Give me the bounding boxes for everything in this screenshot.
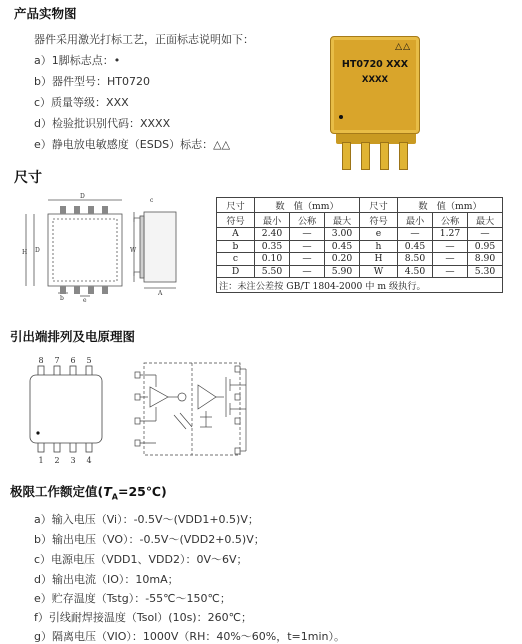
limits-heading-sub: A	[111, 492, 118, 502]
cell: W	[360, 265, 398, 278]
output-driver	[198, 385, 216, 409]
cell: —	[398, 228, 433, 241]
pin-number-6: 6	[70, 356, 76, 365]
cell: 0.35	[255, 240, 290, 253]
cell: —	[433, 240, 468, 253]
pin-number-8: 8	[38, 356, 44, 365]
limit-item-d: d）输出电流（IO）：10mA；	[34, 573, 179, 586]
pin1-dot	[339, 115, 343, 119]
dimension-table	[216, 197, 503, 293]
limit-item-f: f）引线耐焊接温度（Tsol）(10s)：260℃；	[34, 611, 252, 624]
th-min-2: 最小	[398, 213, 433, 228]
cell: 4.50	[398, 265, 433, 278]
cell: —	[290, 265, 325, 278]
cell: A	[217, 228, 255, 241]
dim-label-A: A	[158, 290, 163, 296]
chip-body	[330, 36, 420, 134]
pin-number-2: 2	[54, 456, 60, 465]
th-max-1: 最大	[325, 213, 360, 228]
cell: h	[360, 240, 398, 253]
th-size-2: 尺寸	[360, 198, 398, 213]
dim-label-D-side: D	[35, 247, 40, 254]
pin-number-7: 7	[54, 356, 60, 365]
chip-pin	[361, 142, 370, 170]
th-nom-1: 公称	[290, 213, 325, 228]
cell: 8.90	[468, 253, 503, 266]
cell: 5.30	[468, 265, 503, 278]
limit-item-a: a）输入电压（Vi）：-0.5V～(VDD1+0.5)V；	[34, 513, 259, 526]
chip-pin	[399, 142, 408, 170]
dim-label-e: e	[83, 297, 87, 302]
cell: 0.20	[325, 253, 360, 266]
cell: 0.45	[398, 240, 433, 253]
cell: 5.50	[255, 265, 290, 278]
cell: —	[433, 265, 468, 278]
limits-heading-text: 极限工作额定值	[10, 484, 98, 499]
chip-marking-line1: HT0720 XXX	[341, 59, 409, 70]
limit-item-g: g）隔离电压（VIO）：1000V（RH：40%～60%，t=1min）。	[34, 630, 346, 643]
cell: —	[433, 253, 468, 266]
product-item-b: b）器件型号：HT0720	[34, 75, 150, 88]
pin-number-1: 1	[38, 456, 44, 465]
cell: —	[290, 240, 325, 253]
cell: 3.00	[325, 228, 360, 241]
table-note: 注：未注公差按 GB/T 1804-2000 中 m 级执行。	[217, 278, 503, 293]
pin-number-3: 3	[70, 456, 76, 465]
cell: —	[290, 228, 325, 241]
section-title-dimensions: 尺寸	[14, 170, 42, 186]
product-item-c: c）质量等级：XXX	[34, 96, 129, 109]
cell: 5.90	[325, 265, 360, 278]
pin-arrangement-drawing	[26, 355, 110, 467]
dim-label-b: b	[60, 295, 64, 302]
dim-label-D-top: D	[80, 193, 85, 200]
cell: —	[468, 228, 503, 241]
dim-label-H: H	[22, 249, 28, 256]
side-view-drawing	[130, 192, 190, 296]
table-row	[217, 228, 503, 241]
th-symbol-2: 符号	[360, 213, 398, 228]
limit-item-b: b）输出电压（VO）：-0.5V～(VDD2+0.5)V；	[34, 533, 265, 546]
chip-marking-line2: XXXX	[361, 75, 389, 85]
table-row	[217, 265, 503, 278]
product-item-d: d）检验批识别代码：XXXX	[34, 117, 171, 130]
limit-item-c: c）电源电压（VDD1、VDD2）：0V～6V；	[34, 553, 248, 566]
cell: e	[360, 228, 398, 241]
th-value-2: 数 值（mm）	[398, 198, 503, 213]
cell: —	[290, 253, 325, 266]
cell: H	[360, 253, 398, 266]
package-outline	[48, 214, 122, 286]
pin-number-4: 4	[86, 456, 92, 465]
section-title-limits: 极限工作额定值$(T_A=25℃)$	[10, 484, 167, 502]
intro-text: 器件采用激光打标工艺，正面标志说明如下：	[34, 33, 254, 46]
cell: c	[217, 253, 255, 266]
th-size-1: 尺寸	[217, 198, 255, 213]
limit-item-e: e）贮存温度（Tstg）：-55℃～150℃；	[34, 592, 231, 605]
cell: 8.50	[398, 253, 433, 266]
schematic-diagram	[134, 355, 252, 461]
package-top-view	[30, 375, 102, 443]
th-max-2: 最大	[468, 213, 503, 228]
chip-photo	[328, 32, 424, 178]
cell: D	[217, 265, 255, 278]
cell: 2.40	[255, 228, 290, 241]
table-row	[217, 253, 503, 266]
table-row	[217, 240, 503, 253]
limits-heading-value: =25℃)	[117, 484, 167, 499]
cell: 0.95	[468, 240, 503, 253]
cell: b	[217, 240, 255, 253]
th-nom-2: 公称	[433, 213, 468, 228]
limits-heading-symbol: T	[103, 484, 112, 499]
section-title-product: 产品实物图	[14, 6, 77, 21]
chip-pin	[342, 142, 351, 170]
chip-pin	[380, 142, 389, 170]
section-title-pins: 引出端排列及电原理图	[10, 329, 136, 344]
th-value-1: 数 值（mm）	[255, 198, 360, 213]
cell: 0.45	[325, 240, 360, 253]
pin-number-5: 5	[86, 356, 92, 365]
top-view-drawing	[22, 192, 140, 302]
input-buffer	[150, 387, 168, 407]
dim-label-W: W	[130, 247, 137, 254]
th-symbol-1: 符号	[217, 213, 255, 228]
cell: 0.10	[255, 253, 290, 266]
th-min-1: 最小	[255, 213, 290, 228]
dim-label-c: c	[150, 197, 154, 204]
cell: 1.27	[433, 228, 468, 241]
product-item-e: e）静电放电敏感度（ESDS）标志：△△	[34, 138, 231, 151]
pin1-marker	[36, 431, 39, 434]
product-item-a: a）1脚标志点：•	[34, 54, 121, 67]
esd-mark: △△	[395, 42, 411, 52]
